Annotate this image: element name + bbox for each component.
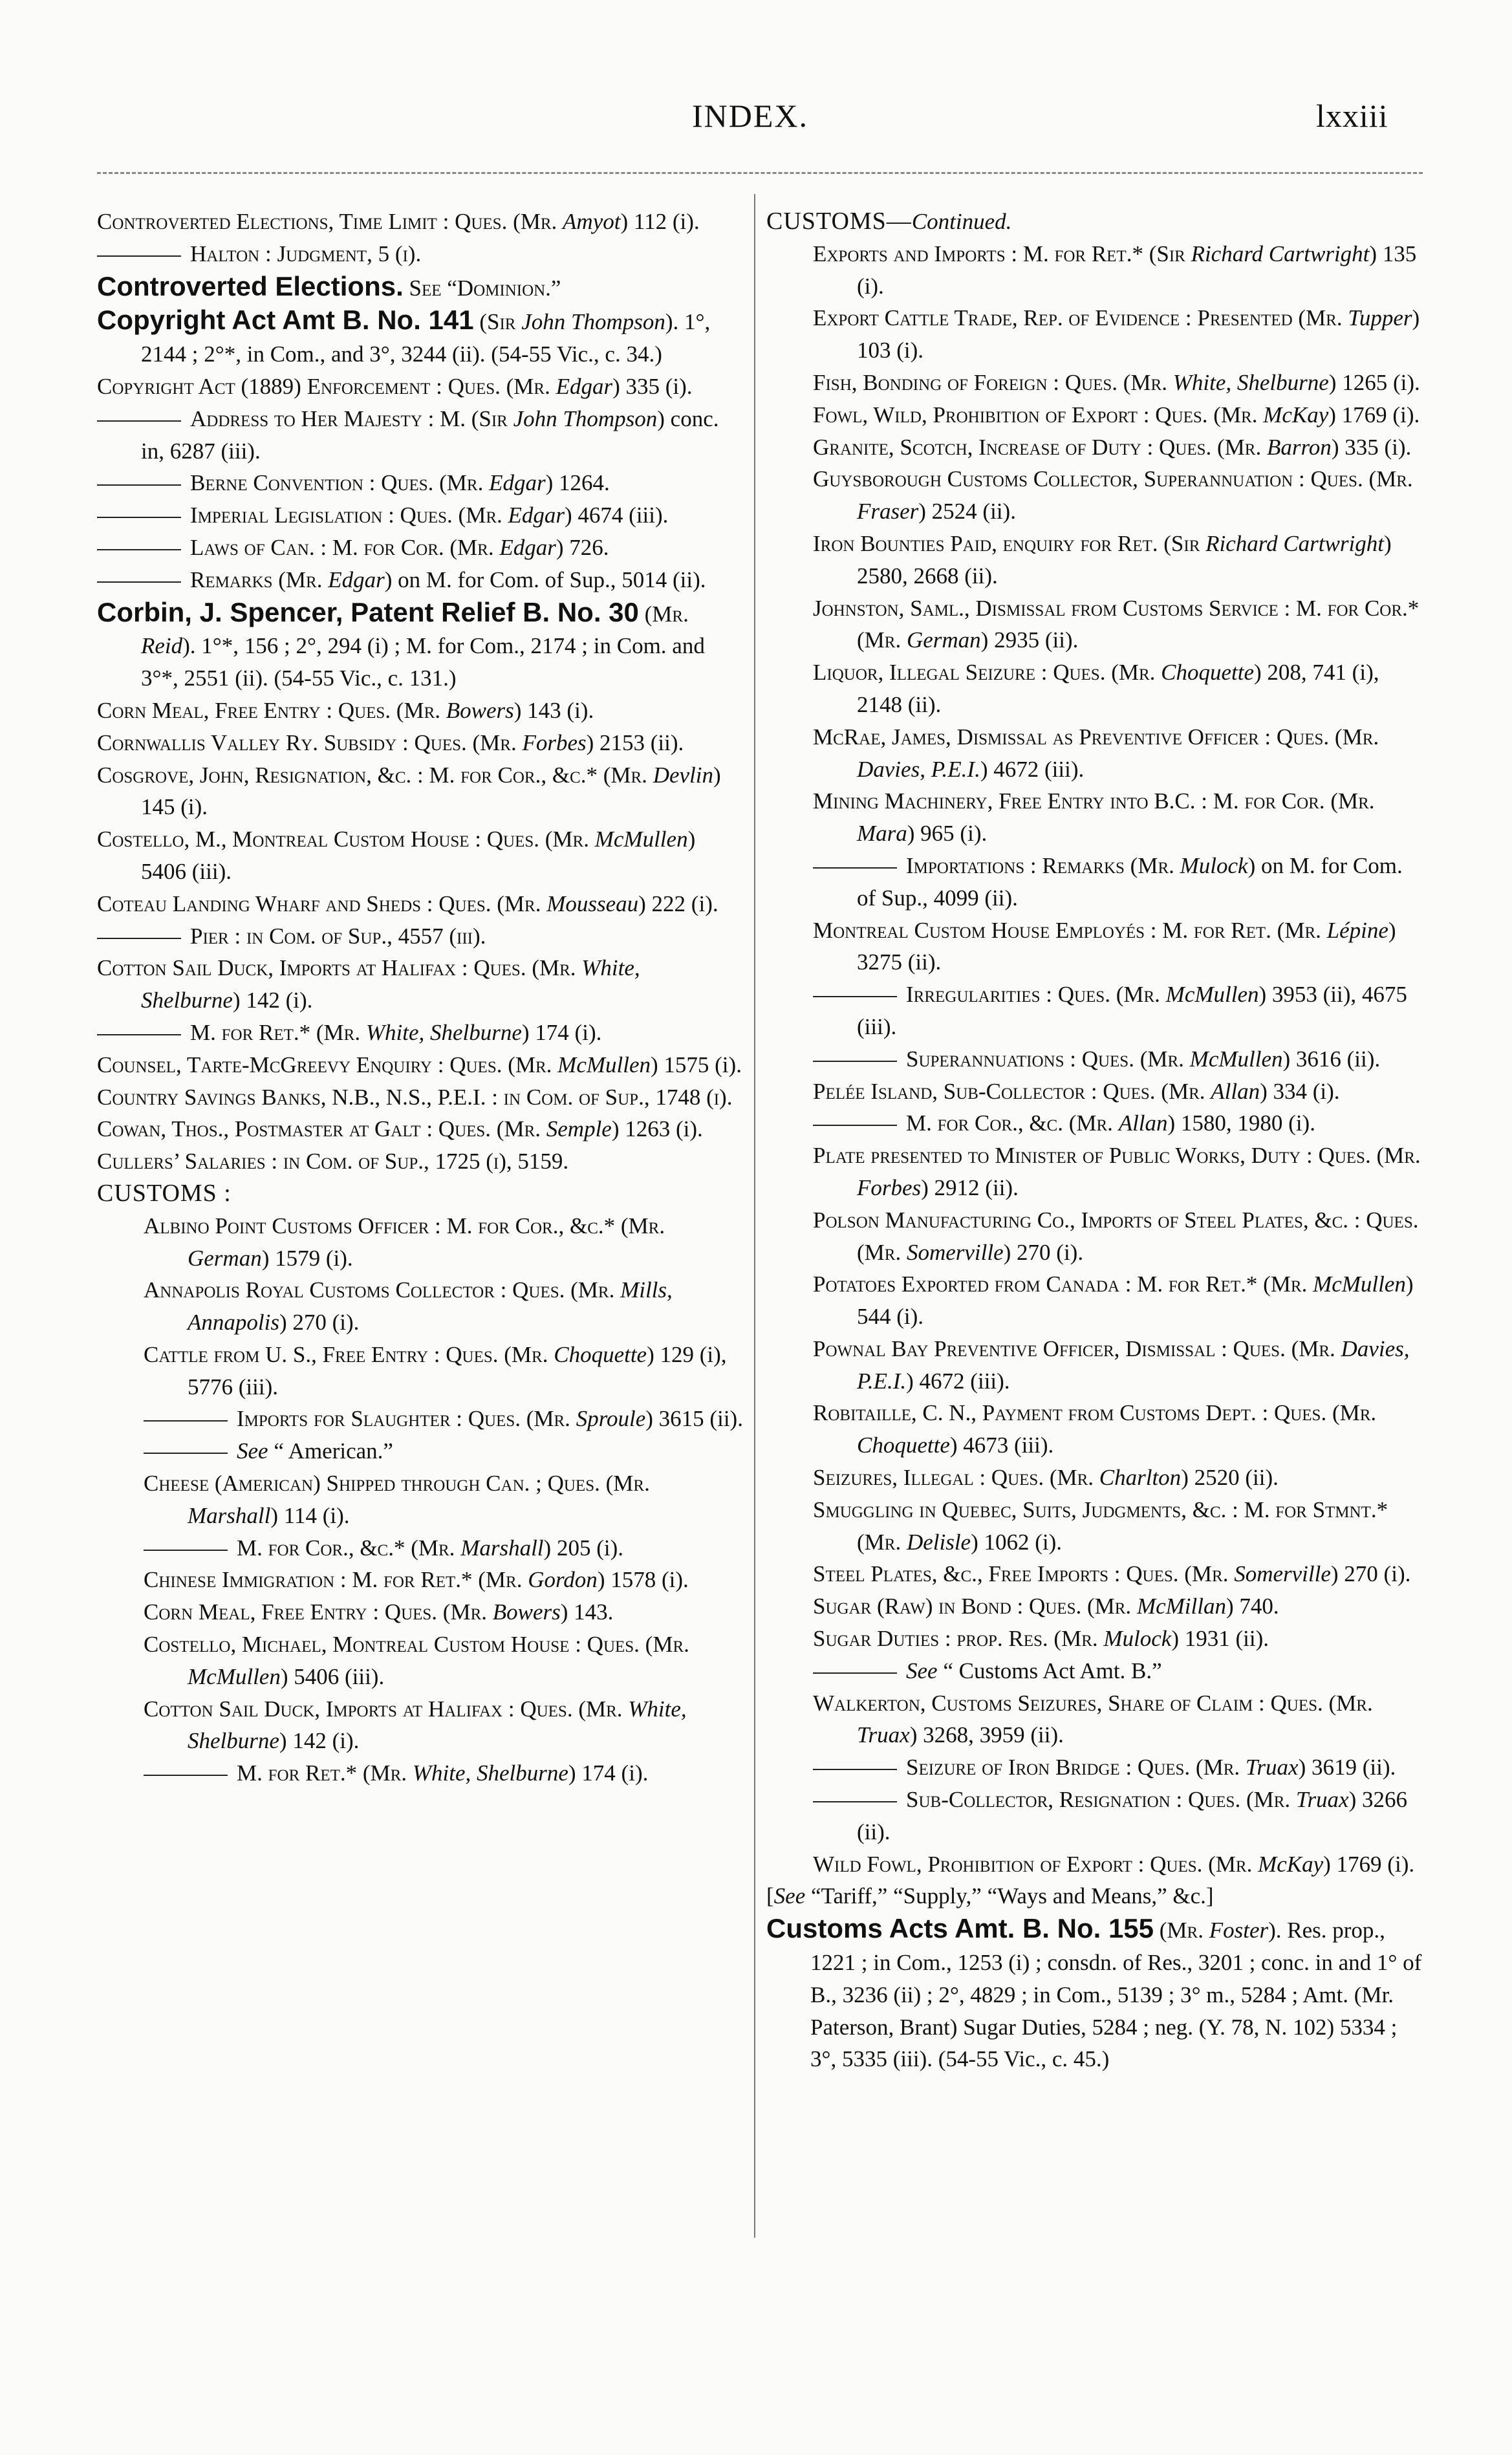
- page-reference: ) 222 (i).: [638, 891, 718, 916]
- page-reference: ) 114 (i).: [270, 1502, 350, 1528]
- bill-title: Controverted Elections.: [97, 270, 404, 301]
- index-entry: [97, 1564, 744, 1596]
- index-entry: [766, 656, 1426, 721]
- page-reference: ) 1769 (i).: [1323, 1851, 1415, 1877]
- member-name: Amyot: [563, 209, 621, 234]
- index-entry: [766, 206, 1426, 238]
- index-entry: [766, 1655, 1426, 1687]
- page-reference: ) 270 (i).: [279, 1310, 360, 1336]
- entry-text: Remarks (Mr.: [190, 567, 329, 592]
- entry-text: Costello, Michael, Montreal Custom House : Ques. (Mr.: [144, 1632, 689, 1658]
- entry-text: (Sir: [473, 309, 522, 335]
- ditto-dash: [97, 517, 181, 518]
- index-entry: [766, 1623, 1426, 1655]
- entry-text: Country Savings Banks, N.B., N.S., P.E.I. : in Com. of Sup., 1748 (i).: [97, 1084, 733, 1110]
- index-entry: [766, 850, 1426, 914]
- page-reference: ) 143 (i).: [513, 697, 594, 723]
- ditto-dash: [813, 1769, 897, 1770]
- ditto-dash: [813, 1801, 897, 1802]
- running-title: INDEX.: [692, 98, 809, 134]
- member-name: Truax: [1245, 1755, 1299, 1780]
- ditto-dash: [97, 549, 181, 550]
- index-entry: [97, 1693, 744, 1758]
- index-entry: [766, 1751, 1426, 1784]
- entry-text: Fish, Bonding of Foreign : Ques. (Mr.: [813, 369, 1173, 395]
- entry-text: Wild Fowl, Prohibition of Export : Ques. (Mr.: [813, 1851, 1258, 1877]
- entry-text: M. for Cor., &c.* (Mr.: [237, 1535, 461, 1561]
- page-reference: ) 205 (i).: [543, 1535, 623, 1561]
- index-entry: [766, 1687, 1426, 1752]
- entry-text: Liquor, Illegal Seizure : Ques. (Mr.: [813, 660, 1161, 686]
- page-reference: ) 3266 (ii).: [857, 1787, 1408, 1844]
- member-name: Edgar: [328, 567, 385, 592]
- entry-text: [: [766, 1883, 774, 1909]
- member-name: Lépine: [1326, 917, 1388, 943]
- page-reference: ) 142 (i).: [279, 1728, 360, 1754]
- page-reference: ) 1931 (ii).: [1171, 1626, 1269, 1652]
- page-reference: “ Customs Act Amt. B.”: [937, 1658, 1162, 1683]
- index-entry: [766, 785, 1426, 850]
- ditto-dash: [144, 1775, 228, 1776]
- entry-text: Smuggling in Quebec, Suits, Judgments, &c. : M. for Stmnt.* (Mr.: [813, 1497, 1388, 1555]
- page-reference: ) 174 (i).: [521, 1019, 602, 1045]
- index-entry: [97, 499, 744, 532]
- member-name: Mara: [857, 821, 907, 847]
- member-name: White, Shelburne: [365, 1019, 522, 1045]
- page-reference: ) 143.: [560, 1599, 614, 1625]
- section-heading: CUSTOMS—: [766, 208, 912, 235]
- page-reference: ) 145 (i).: [141, 762, 721, 820]
- page-reference: ) 4673 (iii).: [949, 1433, 1054, 1458]
- entry-text: Exports and Imports : M. for Ret.* (Sir: [813, 241, 1191, 266]
- member-name: White, Shelburne: [141, 955, 640, 1013]
- index-entry: [766, 1140, 1426, 1204]
- member-name: Truax: [1295, 1787, 1349, 1813]
- member-name: McKay: [1258, 1851, 1324, 1877]
- page-reference: ) 726.: [556, 534, 609, 560]
- member-name: Marshall: [188, 1502, 271, 1528]
- page-reference: ) 3268, 3959 (ii).: [909, 1722, 1064, 1748]
- index-entry: [766, 399, 1426, 431]
- index-entry: [766, 1107, 1426, 1140]
- entry-text: Cornwallis Valley Ry. Subsidy : Ques. (Mr.: [97, 730, 523, 755]
- entry-text: Counsel, Tarte-McGreevy Enquiry : Ques. (Mr.: [97, 1052, 558, 1077]
- page-reference: ) 740.: [1226, 1594, 1279, 1619]
- entry-text: Cattle from U. S., Free Entry : Ques. (Mr.: [144, 1341, 554, 1367]
- index-entry: [97, 1596, 744, 1628]
- member-name: Tupper: [1348, 305, 1412, 331]
- member-name: See: [906, 1658, 938, 1683]
- page-reference: ) 334 (i).: [1260, 1078, 1340, 1104]
- entry-text: Berne Convention : Ques. (Mr.: [190, 470, 490, 496]
- page-reference: ) 3616 (ii).: [1282, 1046, 1381, 1072]
- page-reference: “ American.”: [268, 1438, 393, 1464]
- page-reference: ) 5406 (iii).: [280, 1663, 385, 1689]
- entry-text: Irregularities : Ques. (Mr.: [906, 982, 1166, 1008]
- entry-text: Halton : Judgment, 5 (i).: [190, 241, 422, 266]
- index-entry: [97, 1435, 744, 1467]
- ditto-dash: [97, 938, 181, 939]
- member-name: McKay: [1263, 402, 1329, 427]
- entry-text: Export Cattle Trade, Rep. of Evidence : Presented (Mr.: [813, 305, 1348, 331]
- index-entry: [97, 695, 744, 727]
- member-name: Somerville: [906, 1239, 1004, 1265]
- ditto-dash: [97, 255, 181, 257]
- page-reference: ) 1579 (i).: [261, 1245, 353, 1271]
- member-name: Allan: [1118, 1110, 1168, 1136]
- member-name: Devlin: [653, 762, 713, 788]
- member-name: Foster: [1209, 1918, 1269, 1943]
- page-reference: “Tariff,” “Supply,” “Ways and Means,” &c.]: [805, 1883, 1214, 1909]
- page-reference: ). 1°, 2144 ; 2°*, in Com., and 3°, 3244 (ii). (54-55 Vic., c. 34.): [141, 309, 711, 367]
- member-name: Davies, P.E.I.: [857, 756, 980, 782]
- member-name: Marshall: [460, 1535, 544, 1561]
- page-reference: ) on M. for Com. of Sup., 4099 (ii).: [857, 852, 1403, 911]
- index-entry: [766, 592, 1426, 657]
- page-reference: ) 4674 (iii).: [565, 503, 669, 528]
- entry-text: Chinese Immigration : M. for Ret.* (Mr.: [144, 1567, 528, 1593]
- entry-text: Annapolis Royal Customs Collector : Ques. (Mr.: [144, 1277, 621, 1303]
- index-entry: [766, 367, 1426, 399]
- entry-text: (Mr.: [638, 601, 689, 627]
- member-name: Reid: [141, 633, 183, 659]
- page-reference: ) conc. in, 6287 (iii).: [141, 406, 719, 464]
- page-reference: ) 1264.: [545, 470, 610, 496]
- index-entry: [766, 1494, 1426, 1559]
- index-entry: [766, 1880, 1426, 1912]
- page-reference: ) 2520 (ii).: [1181, 1465, 1279, 1491]
- member-name: Charlton: [1099, 1465, 1182, 1491]
- index-entry: [97, 596, 744, 695]
- ditto-dash: [97, 484, 181, 486]
- entry-text: Sub-Collector, Resignation : Ques. (Mr.: [906, 1787, 1296, 1813]
- bill-title: Copyright Act Amt B. No. 141: [97, 305, 474, 336]
- member-name: Truax: [857, 1722, 910, 1748]
- index-entry: [97, 1467, 744, 1532]
- member-name: Delisle: [906, 1529, 971, 1555]
- index-entry: [766, 1558, 1426, 1590]
- index-entry: [766, 238, 1426, 303]
- page-number: lxxiii: [1316, 98, 1388, 134]
- page-reference: ) 1062 (i).: [971, 1529, 1063, 1555]
- member-name: McMullen: [1189, 1046, 1283, 1072]
- page-reference: ) 1578 (i).: [597, 1567, 689, 1593]
- ditto-dash: [97, 420, 181, 422]
- page-reference: ) 1580, 1980 (i).: [1167, 1110, 1315, 1136]
- page-header: [0, 97, 1512, 149]
- member-name: White, Shelburne: [188, 1696, 687, 1754]
- member-name: See: [773, 1883, 806, 1909]
- index-entry: [97, 564, 744, 596]
- member-name: Edgar: [556, 373, 613, 399]
- member-name: Forbes: [522, 730, 587, 755]
- entry-text: Potatoes Exported from Canada : M. for Ret.* (Mr.: [813, 1271, 1313, 1297]
- page-reference: ) 2524 (ii).: [918, 499, 1016, 525]
- entry-text: M. for Cor., &c. (Mr.: [906, 1110, 1119, 1136]
- member-name: Mills, Annapolis: [188, 1277, 673, 1336]
- member-name: German: [906, 627, 981, 653]
- entry-text: Plate presented to Minister of Public Works, Duty : Ques. (Mr.: [813, 1143, 1421, 1169]
- index-entry: [766, 1397, 1426, 1462]
- entry-text: Address to Her Majesty : M. (Sir: [190, 406, 513, 431]
- entry-text: Cotton Sail Duck, Imports at Halifax : Ques. (Mr.: [144, 1696, 629, 1722]
- page-reference: ) 335 (i).: [1331, 434, 1412, 460]
- ditto-dash: [813, 1125, 897, 1126]
- entry-text: Walkerton, Customs Seizures, Share of Claim : Ques. (Mr.: [813, 1690, 1373, 1716]
- index-entry: [766, 1076, 1426, 1108]
- page-reference: ) 135 (i).: [857, 241, 1417, 299]
- entry-text: Corn Meal, Free Entry : Ques. (Mr.: [97, 697, 446, 723]
- index-entry: [97, 1757, 744, 1790]
- ditto-dash: [97, 1034, 181, 1035]
- index-entry: [97, 1113, 744, 1145]
- index-entry: [97, 403, 744, 468]
- left-column: [97, 206, 744, 1790]
- page-reference: ) 2580, 2668 (ii).: [857, 530, 1392, 589]
- page-reference: ) 270 (i).: [1330, 1561, 1411, 1587]
- member-name: McMullen: [1165, 982, 1259, 1008]
- page-reference: ) 3953 (ii), 4675 (iii).: [857, 982, 1407, 1039]
- entry-text: Montreal Custom House Employés : M. for Ret. (Mr.: [813, 917, 1327, 943]
- ditto-dash: [813, 1672, 897, 1674]
- member-name: White, Shelburne: [1172, 369, 1329, 395]
- entry-text: (Mr.: [1154, 1918, 1209, 1943]
- page-reference: ) 129 (i), 5776 (iii).: [188, 1341, 727, 1400]
- index-entry: [766, 302, 1426, 367]
- member-name: Choquette: [1161, 660, 1255, 686]
- index-entry: [766, 1268, 1426, 1333]
- page-reference: ) 1265 (i).: [1328, 369, 1420, 395]
- index-entry: [766, 721, 1426, 786]
- entry-text: Albino Point Customs Officer : M. for Cor., &c.* (Mr.: [144, 1213, 665, 1238]
- entry-text: Mining Machinery, Free Entry into B.C. : M. for Cor. (Mr.: [813, 788, 1375, 814]
- member-name: German: [188, 1245, 262, 1271]
- index-entry: [766, 463, 1426, 528]
- member-name: Richard Cartwright: [1191, 241, 1370, 266]
- page-reference: ) 1263 (i).: [611, 1116, 703, 1142]
- entry-text: Polson Manufacturing Co., Imports of Steel Plates, &c. : Ques. (Mr.: [813, 1207, 1419, 1265]
- entry-text: Controverted Elections, Time Limit : Ques. (Mr.: [97, 209, 563, 234]
- column-divider: [754, 194, 755, 2238]
- page-reference: ). Res. prop., 1221 ; in Com., 1253 (i) ; consdn. of Res., 3201 ; conc. in and 1° of B., 3236 (ii) ; 2°, 4829 ; in Com., 5139 ; 3° m., 5284 ; Amt. (Mr. Paterson, Brant) Sugar Duties, 5284 ; neg. (Y. 78, N. 102) 5334 ; 3°, 5335 (iii). (54-55 Vic., c. 45.): [810, 1918, 1422, 2072]
- entry-text: Superannuations : Ques. (Mr.: [906, 1046, 1190, 1072]
- entry-text: Johnston, Saml., Dismissal from Customs Service : M. for Cor.* (Mr.: [813, 595, 1420, 653]
- index-entry: [766, 1912, 1426, 2075]
- page-reference: ) 2153 (ii).: [586, 730, 684, 755]
- member-name: Bowers: [492, 1599, 561, 1625]
- member-name: Somerville: [1234, 1561, 1331, 1587]
- entry-text: Sugar Duties : prop. Res. (Mr.: [813, 1626, 1104, 1652]
- index-entry: [97, 270, 744, 305]
- index-entry: [97, 1017, 744, 1049]
- index-entry: [766, 979, 1426, 1043]
- index-entry: [97, 371, 744, 403]
- entry-text: Imperial Legislation : Ques. (Mr.: [190, 503, 508, 528]
- index-entry: [766, 1784, 1426, 1848]
- member-name: Davies, P.E.I.: [857, 1336, 1410, 1394]
- entry-text: Coteau Landing Wharf and Sheds : Ques. (Mr.: [97, 891, 547, 916]
- page-reference: ) 103 (i).: [857, 305, 1420, 363]
- index-entry: [97, 206, 744, 238]
- bill-title: Customs Acts Amt. B. No. 155: [766, 1913, 1154, 1944]
- member-name: Richard Cartwright: [1205, 530, 1384, 556]
- header-rule: [97, 172, 1423, 174]
- member-name: Edgar: [489, 470, 546, 496]
- entry-text: Iron Bounties Paid, enquiry for Ret. (Sir: [813, 530, 1206, 556]
- ditto-dash: [813, 996, 897, 997]
- entry-text: Granite, Scotch, Increase of Duty : Ques. (Mr.: [813, 434, 1267, 460]
- member-name: Sproule: [576, 1406, 646, 1432]
- page-reference: ) 112 (i).: [620, 209, 700, 234]
- index-entry: [766, 1043, 1426, 1076]
- bill-title: Corbin, J. Spencer, Patent Relief B. No. 30: [97, 596, 639, 627]
- entry-text: Laws of Can. : M. for Cor. (Mr.: [190, 534, 500, 560]
- member-name: Mousseau: [546, 891, 639, 916]
- member-name: Gordon: [528, 1567, 598, 1593]
- entry-text: Pownal Bay Preventive Officer, Dismissal : Ques. (Mr.: [813, 1336, 1341, 1361]
- entry-text: Sugar (Raw) in Bond : Ques. (Mr.: [813, 1594, 1137, 1619]
- page-reference: ) on M. for Com. of Sup., 5014 (ii).: [384, 567, 706, 592]
- index-entry: [97, 1145, 744, 1178]
- entry-text: See “Dominion.”: [403, 275, 561, 301]
- entry-text: McRae, James, Dismissal as Preventive Officer : Ques. (Mr.: [813, 724, 1379, 750]
- index-entry: [97, 952, 744, 1017]
- member-name: Edgar: [499, 534, 556, 560]
- page-reference: ) 2935 (ii).: [980, 627, 1079, 653]
- index-entry: [766, 431, 1426, 464]
- entry-text: Cheese (American) Shipped through Can. ; Ques. (Mr.: [144, 1471, 650, 1497]
- page-reference: ) 4672 (iii).: [980, 756, 1085, 782]
- entry-text: Corn Meal, Free Entry : Ques. (Mr.: [144, 1599, 493, 1625]
- member-name: See: [237, 1438, 268, 1464]
- index-entry: [766, 1462, 1426, 1494]
- page-reference: ) 1769 (i).: [1328, 402, 1420, 427]
- ditto-dash: [144, 1420, 228, 1422]
- member-name: Mulock: [1180, 852, 1248, 878]
- entry-text: M. for Ret.* (Mr.: [237, 1760, 413, 1786]
- member-name: Allan: [1211, 1078, 1260, 1104]
- member-name: Forbes: [857, 1174, 922, 1200]
- member-name: McMullen: [1313, 1271, 1406, 1297]
- entry-text: Seizures, Illegal : Ques. (Mr.: [813, 1465, 1099, 1491]
- entry-text: Pier : in Com. of Sup., 4557 (iii).: [190, 923, 486, 949]
- index-entry: [766, 528, 1426, 592]
- entry-text: Steel Plates, &c., Free Imports : Ques. (Mr.: [813, 1561, 1235, 1587]
- page-reference: ) 3619 (ii).: [1298, 1755, 1396, 1780]
- entry-text: Importations : Remarks (Mr.: [906, 852, 1180, 878]
- member-name: McMillan: [1136, 1594, 1226, 1619]
- member-name: John Thompson: [521, 309, 665, 335]
- index-entry: [97, 920, 744, 953]
- page-reference: ) 965 (i).: [907, 821, 988, 847]
- entry-text: Cotton Sail Duck, Imports at Halifax : Ques. (Mr.: [97, 955, 582, 981]
- entry-text: Robitaille, C. N., Payment from Customs Dept. : Ques. (Mr.: [813, 1400, 1377, 1426]
- index-entry: [97, 727, 744, 759]
- entry-text: Fowl, Wild, Prohibition of Export : Ques. (Mr.: [813, 402, 1264, 427]
- index-entry: [97, 532, 744, 564]
- page-reference: ) 2912 (ii).: [921, 1174, 1019, 1200]
- page-reference: ) 270 (i).: [1003, 1239, 1084, 1265]
- entry-text: Seizure of Iron Bridge : Ques. (Mr.: [906, 1755, 1246, 1780]
- index-entry: [97, 1532, 744, 1564]
- page-reference: ) 544 (i).: [857, 1271, 1414, 1330]
- index-entry: [97, 304, 744, 371]
- right-column: [766, 206, 1426, 2075]
- ditto-dash: [813, 1061, 897, 1062]
- entry-text: Cosgrove, John, Resignation, &c. : M. for Cor., &c.* (Mr.: [97, 762, 653, 788]
- entry-text: Costello, M., Montreal Custom House : Ques. (Mr.: [97, 827, 595, 852]
- ditto-dash: [144, 1453, 228, 1454]
- member-name: Fraser: [857, 499, 919, 525]
- index-entry: [766, 1848, 1426, 1881]
- member-name: McMullen: [594, 827, 688, 852]
- entry-text: Cullers’ Salaries : in Com. of Sup., 1725 (i), 5159.: [97, 1149, 569, 1174]
- index-entry: [97, 1628, 744, 1693]
- index-entry: [97, 823, 744, 888]
- member-name: Choquette: [554, 1341, 647, 1367]
- member-name: Continued.: [911, 209, 1012, 234]
- entry-text: M. for Ret.* (Mr.: [190, 1019, 366, 1045]
- member-name: White, Shelburne: [412, 1760, 568, 1786]
- index-entry: [97, 238, 744, 270]
- member-name: Choquette: [857, 1433, 950, 1458]
- section-heading: CUSTOMS :: [97, 1179, 232, 1207]
- ditto-dash: [97, 581, 181, 583]
- page-reference: ) 3275 (ii).: [857, 917, 1396, 975]
- index-entry: [766, 1590, 1426, 1623]
- page-reference: ) 4672 (iii).: [906, 1368, 1010, 1394]
- member-name: Bowers: [446, 697, 514, 723]
- index-entry: [97, 1403, 744, 1435]
- member-name: Mulock: [1103, 1626, 1172, 1652]
- page-reference: ) 3615 (ii).: [645, 1406, 743, 1432]
- member-name: McMullen: [557, 1052, 651, 1077]
- index-entry: [97, 1339, 744, 1403]
- member-name: John Thompson: [513, 406, 658, 431]
- ditto-dash: [144, 1550, 228, 1551]
- page-reference: ) 174 (i).: [568, 1760, 649, 1786]
- index-entry: [97, 759, 744, 824]
- page-reference: ). 1°*, 156 ; 2°, 294 (i) ; M. for Com., 2174 ; in Com. and 3°*, 2551 (ii). (54-55 Vic., c. 131.): [141, 633, 705, 691]
- ditto-dash: [813, 867, 897, 869]
- entry-text: Imports for Slaughter : Ques. (Mr.: [237, 1406, 576, 1432]
- entry-text: Copyright Act (1889) Enforcement : Ques. (Mr.: [97, 373, 556, 399]
- index-entry: [97, 1049, 744, 1081]
- index-entry: [97, 1210, 744, 1275]
- member-name: McMullen: [188, 1663, 281, 1689]
- index-entry: [766, 914, 1426, 979]
- page-reference: ) 335 (i).: [612, 373, 693, 399]
- page-reference: ) 142 (i).: [232, 988, 313, 1013]
- page-reference: ) 208, 741 (i), 2148 (ii).: [857, 660, 1379, 717]
- index-entry: [766, 1333, 1426, 1398]
- entry-text: Pelée Island, Sub-Collector : Ques. (Mr.: [813, 1078, 1211, 1104]
- member-name: Semple: [546, 1116, 612, 1142]
- entry-text: Guysborough Customs Collector, Superannuation : Ques. (Mr.: [813, 466, 1413, 492]
- index-entry: [97, 1178, 744, 1210]
- page-reference: ) 1575 (i).: [651, 1052, 742, 1077]
- index-entry: [97, 1274, 744, 1339]
- member-name: Edgar: [508, 503, 565, 528]
- entry-text: Cowan, Thos., Postmaster at Galt : Ques. (Mr.: [97, 1116, 546, 1142]
- index-entry: [97, 467, 744, 499]
- member-name: Barron: [1266, 434, 1332, 460]
- index-entry: [97, 888, 744, 920]
- index-entry: [766, 1204, 1426, 1269]
- page-reference: ) 5406 (iii).: [141, 827, 696, 884]
- index-entry: [97, 1081, 744, 1114]
